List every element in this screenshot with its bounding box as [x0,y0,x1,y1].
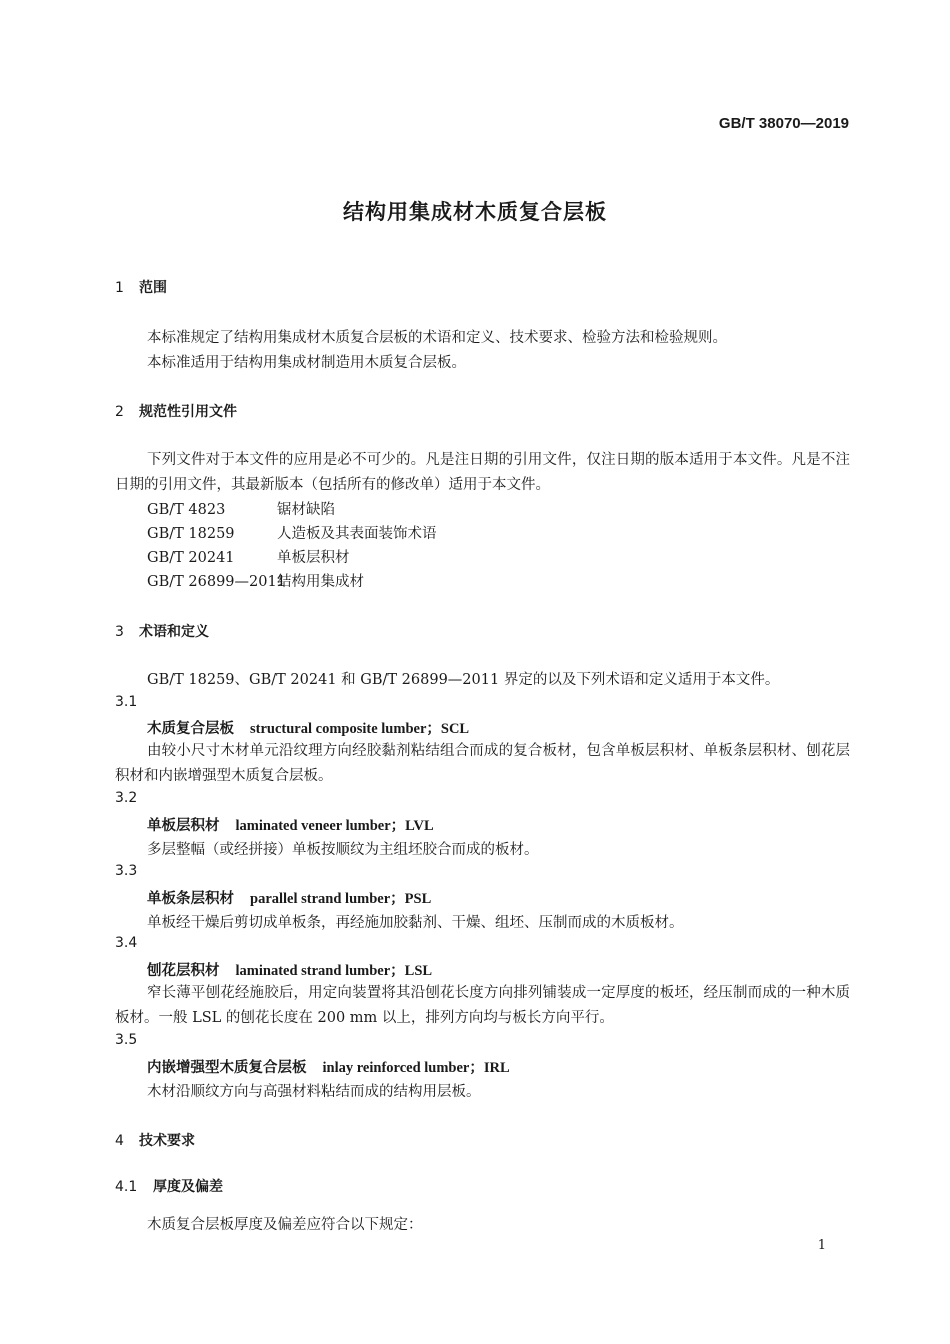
term-zh: 刨花层积材 [147,963,220,979]
term-heading [147,887,431,908]
section-title: 范围 [139,280,167,296]
subsection-4-1-paragraph: 木质复合层板厚度及偏差应符合以下规定： [147,1217,423,1233]
term-en: parallel strand lumber；PSL [250,891,432,907]
clause-number: 3.1 [115,694,138,710]
section-title: 规范性引用文件 [139,404,237,420]
reference-code: GB/T 26899—2011 [147,574,286,590]
subsection-title: 厚度及偏差 [153,1179,223,1195]
term-definition: 由较小尺寸木材单元沿纹理方向经胶黏剂粘结组合而成的复合板材，包含单板层积材、单板条层积材、刨花层积材和内嵌增强型木质复合层板。 [115,743,850,784]
term-zh: 内嵌增强型木质复合层板 [147,1060,307,1076]
reference-code: GB/T 4823 [147,502,226,518]
section-number: 1 [115,280,124,296]
subsection-4-1-heading [115,1176,223,1196]
section-4-heading [115,1130,195,1150]
term-en: laminated veneer lumber；LVL [235,818,434,834]
clause-number: 3.4 [115,935,138,951]
reference-code: GB/T 20241 [147,550,235,566]
section-3-heading [115,621,209,641]
term-en: inlay reinforced lumber；IRL [322,1060,510,1076]
term-zh: 单板条层积材 [147,891,234,907]
section-1-heading [115,277,167,297]
term-heading [147,814,434,835]
term-definition: 单板经干燥后剪切成单板条，再经施加胶黏剂、干燥、组坯、压制而成的木质板材。 [147,915,684,931]
section-2-paragraph-1: 下列文件对于本文件的应用是必不可少的。凡是注日期的引用文件，仅注日期的版本适用于本文件。凡是不注日期的引用文件，其最新版本（包括所有的修改单）适用于本文件。 [115,452,850,493]
section-1-paragraph-1: 本标准规定了结构用集成材木质复合层板的术语和定义、技术要求、检验方法和检验规则。 [147,330,727,346]
reference-title: 单板层积材 [277,550,350,566]
term-definition: 木材沿顺纹方向与高强材料粘结而成的结构用层板。 [147,1084,481,1100]
section-1-paragraph-2: 本标准适用于结构用集成材制造用木质复合层板。 [147,355,466,371]
section-title: 术语和定义 [139,624,209,640]
section-number: 3 [115,624,124,640]
term-heading [147,717,469,738]
standard-number: GB/T 38070—2019 [718,115,849,132]
subsection-number: 4.1 [115,1179,138,1195]
section-3-paragraph-1: GB/T 18259、GB/T 20241 和 GB/T 26899—2011 界定的以及下列术语和定义适用于本文件。 [147,672,780,688]
reference-title: 锯材缺陷 [277,502,335,518]
section-2-heading [115,401,237,421]
term-en: structural composite lumber；SCL [250,721,470,737]
document-title: 结构用集成材木质复合层板 [343,200,607,224]
reference-item [147,570,364,591]
term-heading [147,1056,510,1077]
reference-title: 结构用集成材 [277,574,364,590]
page-number: 1 [817,1238,826,1253]
term-zh: 木质复合层板 [147,721,234,737]
term-definition: 窄长薄平刨花经施胶后，用定向装置将其沿刨花长度方向排列铺装成一定厚度的板坯，经压制而成的一种木质板材。一般 LSL 的刨花长度在 200 mm 以上，排列方向均与板长方向平行。 [115,985,850,1026]
section-number: 4 [115,1133,124,1149]
section-title: 技术要求 [139,1133,195,1149]
term-heading [147,959,432,980]
clause-number: 3.5 [115,1032,138,1048]
term-zh: 单板层积材 [147,818,220,834]
term-definition: 多层整幅（或经拼接）单板按顺纹为主组坯胶合而成的板材。 [147,842,539,858]
section-number: 2 [115,404,124,420]
reference-title: 人造板及其表面装饰术语 [277,526,437,542]
clause-number: 3.3 [115,863,138,879]
reference-code: GB/T 18259 [147,526,235,542]
reference-item [147,498,335,519]
clause-number: 3.2 [115,790,138,806]
term-en: laminated strand lumber；LSL [235,963,433,979]
reference-item [147,522,437,543]
reference-item [147,546,350,567]
